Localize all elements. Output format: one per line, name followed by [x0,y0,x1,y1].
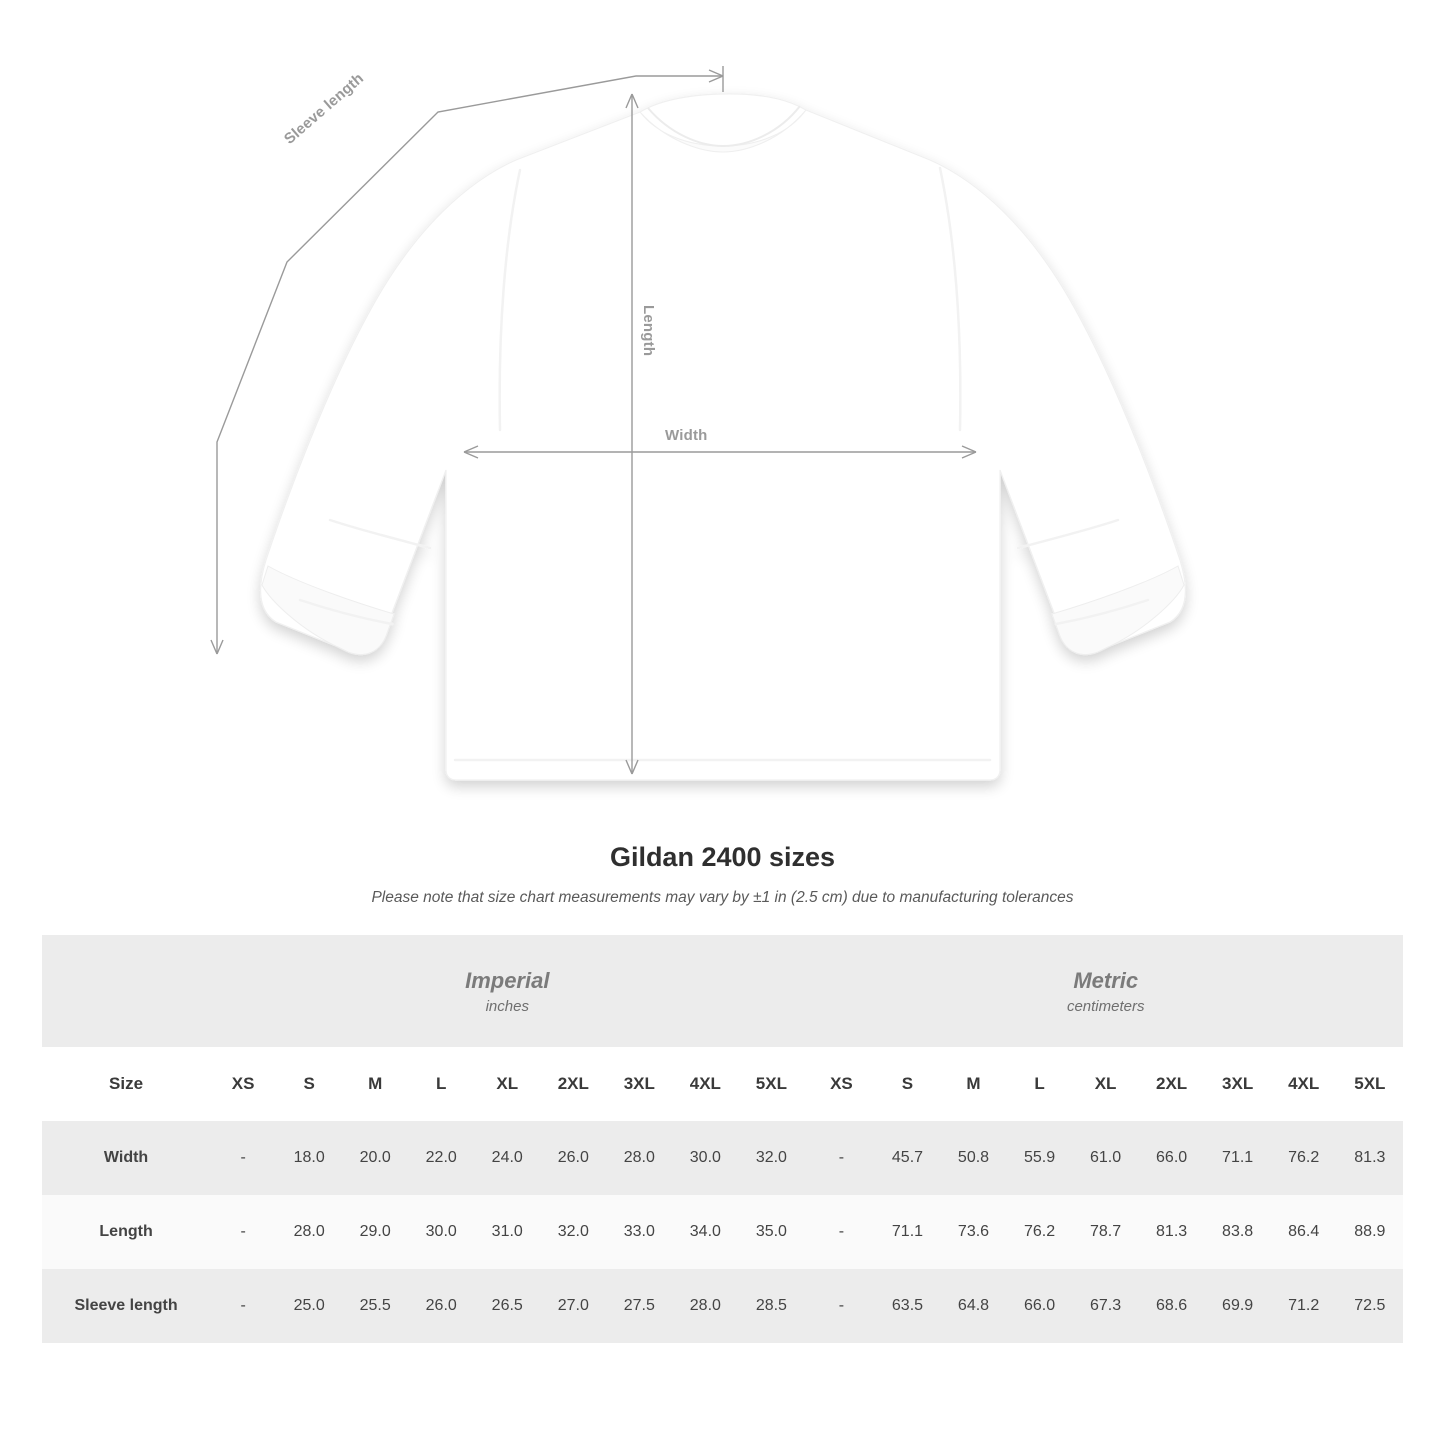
cell-width-imperial-m: 20.0 [342,1121,408,1195]
cell-sleeve-imperial-xl: 26.5 [474,1269,540,1343]
header-col-imperial-2xl: 2XL [540,1047,606,1121]
unit-imperial-name: Imperial [465,967,550,993]
cell-length-imperial-2xl: 32.0 [540,1195,606,1269]
cell-length-imperial-s: 28.0 [276,1195,342,1269]
table-row [42,1121,1403,1195]
cell-width-metric-s: 45.7 [874,1121,940,1195]
row-label-width: Width [42,1121,210,1195]
unit-header-row [42,935,1403,1047]
header-col-imperial-m: M [342,1047,408,1121]
label-length: Length [640,305,657,357]
cell-sleeve-metric-m: 64.8 [940,1269,1006,1343]
unit-header-blank [42,935,210,1047]
label-sleeve-length: Sleeve length [281,69,368,148]
cell-length-imperial-xl: 31.0 [474,1195,540,1269]
cell-length-metric-s: 71.1 [874,1195,940,1269]
header-size-label: Size [42,1047,210,1121]
header-col-metric-xs: XS [808,1047,874,1121]
title-block [0,842,1445,907]
cell-sleeve-metric-s: 63.5 [874,1269,940,1343]
header-col-imperial-5xl: 5XL [738,1047,804,1121]
cell-sleeve-metric-l: 66.0 [1007,1269,1073,1343]
size-table [42,935,1403,1343]
header-col-metric-m: M [940,1047,1006,1121]
cell-length-metric-xs: - [808,1195,874,1269]
cell-width-metric-xs: - [808,1121,874,1195]
cell-width-imperial-l: 22.0 [408,1121,474,1195]
cell-sleeve-imperial-4xl: 28.0 [672,1269,738,1343]
cell-width-imperial-3xl: 28.0 [606,1121,672,1195]
header-col-imperial-4xl: 4XL [672,1047,738,1121]
cell-width-metric-5xl: 81.3 [1337,1121,1403,1195]
cell-length-imperial-4xl: 34.0 [672,1195,738,1269]
table-row [42,1195,1403,1269]
cell-width-imperial-xl: 24.0 [474,1121,540,1195]
cell-length-metric-2xl: 81.3 [1139,1195,1205,1269]
label-width: Width [665,427,708,444]
cell-width-metric-4xl: 76.2 [1271,1121,1337,1195]
cell-length-imperial-5xl: 35.0 [738,1195,804,1269]
unit-header-imperial [210,935,804,1047]
cell-length-imperial-xs: - [210,1195,276,1269]
cell-length-metric-xl: 78.7 [1073,1195,1139,1269]
cell-sleeve-metric-5xl: 72.5 [1337,1269,1403,1343]
header-col-metric-s: S [874,1047,940,1121]
cell-width-imperial-s: 18.0 [276,1121,342,1195]
row-label-sleeve-length: Sleeve length [42,1269,210,1343]
cell-sleeve-imperial-xs: - [210,1269,276,1343]
cell-width-imperial-4xl: 30.0 [672,1121,738,1195]
cell-width-imperial-2xl: 26.0 [540,1121,606,1195]
header-col-metric-3xl: 3XL [1205,1047,1271,1121]
unit-imperial-sub: inches [485,998,529,1016]
cell-sleeve-metric-xl: 67.3 [1073,1269,1139,1343]
header-col-imperial-xs: XS [210,1047,276,1121]
cell-sleeve-metric-2xl: 68.6 [1139,1269,1205,1343]
cell-length-imperial-m: 29.0 [342,1195,408,1269]
unit-metric-name: Metric [1073,967,1139,993]
header-col-metric-2xl: 2XL [1139,1047,1205,1121]
tolerance-note: Please note that size chart measurements may vary by ±1 in (2.5 cm) due to manufacturing tolerances [371,889,1074,906]
header-col-imperial-xl: XL [474,1047,540,1121]
header-col-metric-5xl: 5XL [1337,1047,1403,1121]
header-col-metric-xl: XL [1073,1047,1139,1121]
header-col-metric-l: L [1007,1047,1073,1121]
cell-width-metric-m: 50.8 [940,1121,1006,1195]
cell-sleeve-imperial-s: 25.0 [276,1269,342,1343]
cell-length-metric-4xl: 86.4 [1271,1195,1337,1269]
cell-width-imperial-5xl: 32.0 [738,1121,804,1195]
cell-sleeve-imperial-2xl: 27.0 [540,1269,606,1343]
cell-width-imperial-xs: - [210,1121,276,1195]
cell-width-metric-2xl: 66.0 [1139,1121,1205,1195]
cell-sleeve-imperial-l: 26.0 [408,1269,474,1343]
cell-sleeve-imperial-m: 25.5 [342,1269,408,1343]
cell-width-metric-xl: 61.0 [1073,1121,1139,1195]
cell-length-imperial-l: 30.0 [408,1195,474,1269]
cell-sleeve-imperial-5xl: 28.5 [738,1269,804,1343]
cell-sleeve-metric-3xl: 69.9 [1205,1269,1271,1343]
cell-sleeve-metric-xs: - [808,1269,874,1343]
cell-sleeve-imperial-3xl: 27.5 [606,1269,672,1343]
cell-width-metric-3xl: 71.1 [1205,1121,1271,1195]
page-title: Gildan 2400 sizes [609,842,836,872]
unit-header-metric [808,935,1403,1047]
unit-metric-sub: centimeters [1066,998,1145,1016]
cell-length-metric-5xl: 88.9 [1337,1195,1403,1269]
header-col-imperial-3xl: 3XL [606,1047,672,1121]
size-header-row [42,1047,1403,1121]
cell-sleeve-metric-4xl: 71.2 [1271,1269,1337,1343]
cell-length-metric-m: 73.6 [940,1195,1006,1269]
cell-length-imperial-3xl: 33.0 [606,1195,672,1269]
cell-length-metric-3xl: 83.8 [1205,1195,1271,1269]
header-col-imperial-s: S [276,1047,342,1121]
header-col-metric-4xl: 4XL [1271,1047,1337,1121]
cell-width-metric-l: 55.9 [1007,1121,1073,1195]
row-label-length: Length [42,1195,210,1269]
size-table-wrap [42,935,1403,1343]
header-col-imperial-l: L [408,1047,474,1121]
table-row [42,1269,1403,1343]
cell-length-metric-l: 76.2 [1007,1195,1073,1269]
